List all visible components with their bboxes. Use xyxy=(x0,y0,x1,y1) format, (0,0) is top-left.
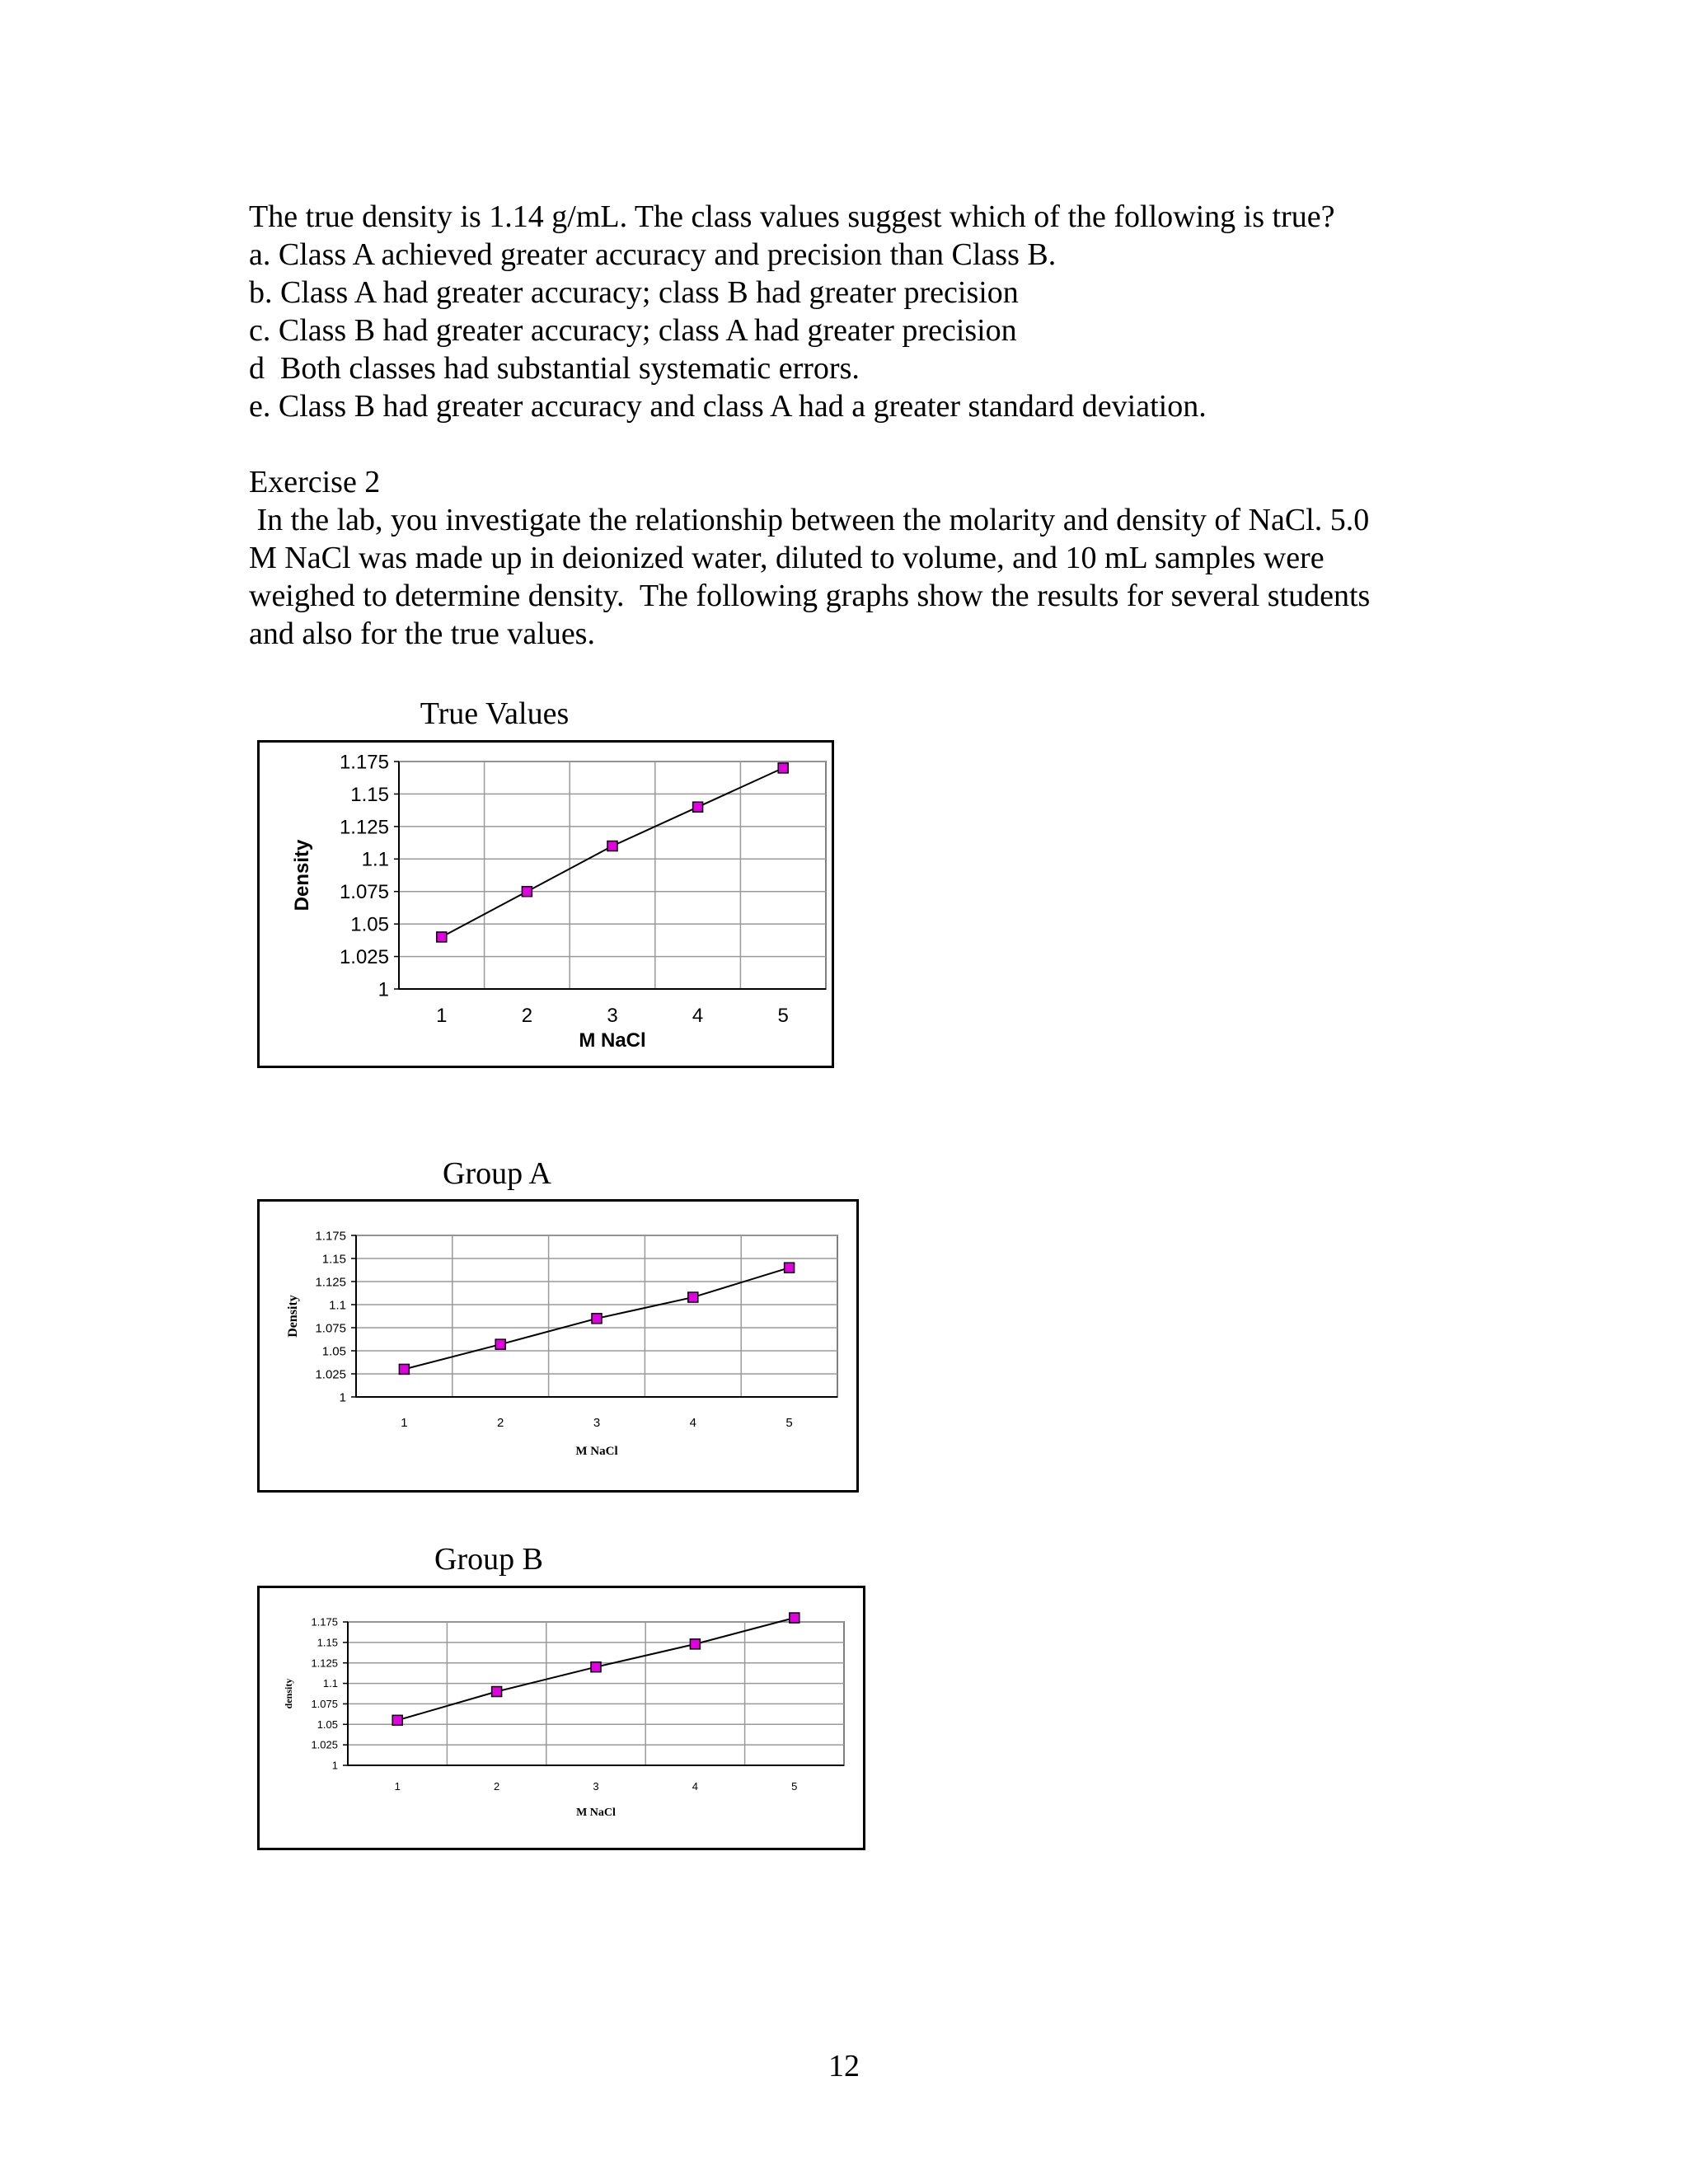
y-tick-label: 1.025 xyxy=(339,945,389,968)
data-point-marker xyxy=(607,841,617,851)
y-tick-label: 1.125 xyxy=(315,1275,346,1290)
exercise-paragraph-line: and also for the true values. xyxy=(249,616,595,651)
data-point-marker xyxy=(437,932,447,942)
x-tick-label: 2 xyxy=(497,1416,504,1430)
exercise-paragraph-line: In the lab, you investigate the relationship between the molarity and density of NaCl. 5.0 xyxy=(249,503,1370,537)
question-stem: The true density is 1.14 g/mL. The class values suggest which of the following is true? xyxy=(249,199,1335,234)
exercise-heading: Exercise 2 xyxy=(249,465,381,499)
data-point-marker xyxy=(399,1364,409,1374)
y-tick-label: 1.025 xyxy=(311,1738,338,1751)
data-point-marker xyxy=(592,1314,602,1324)
exercise-paragraph-line: weighed to determine density. The following graphs show the results for several students xyxy=(249,579,1371,613)
y-tick-label: 1 xyxy=(339,1390,346,1405)
x-tick-label: 5 xyxy=(785,1416,793,1430)
x-tick-label: 2 xyxy=(521,1005,533,1027)
option-e: e. Class B had greater accuracy and class A had a greater standard deviation. xyxy=(249,389,1207,424)
data-point-marker xyxy=(690,1639,700,1649)
plot-area xyxy=(348,1622,844,1765)
y-tick-label: 1.175 xyxy=(315,1229,346,1244)
data-point-marker xyxy=(495,1339,505,1349)
data-point-marker xyxy=(522,887,532,897)
x-tick-label: 1 xyxy=(401,1416,408,1430)
x-tick-label: 1 xyxy=(394,1780,401,1793)
y-tick-label: 1.1 xyxy=(329,1298,346,1313)
data-point-marker xyxy=(591,1662,601,1672)
page-number: 12 xyxy=(828,2049,860,2083)
x-tick-label: 1 xyxy=(436,1005,448,1027)
chart-title-group-b: Group B xyxy=(434,1542,543,1577)
y-tick-label: 1.15 xyxy=(316,1636,338,1649)
y-tick-label: 1.075 xyxy=(315,1321,346,1336)
y-tick-label: 1 xyxy=(377,978,389,1001)
exercise-paragraph-line: M NaCl was made up in deionized water, diluted to volume, and 10 mL samples were xyxy=(249,541,1325,575)
y-tick-label: 1.15 xyxy=(321,1252,346,1267)
y-tick-label: 1.1 xyxy=(361,848,389,871)
y-tick-label: 1.05 xyxy=(321,1344,346,1359)
y-tick-label: 1.175 xyxy=(311,1615,338,1629)
option-c: c. Class B had greater accuracy; class A had greater precision xyxy=(249,313,1017,348)
data-point-marker xyxy=(778,763,788,773)
data-point-marker xyxy=(688,1292,698,1302)
data-point-marker xyxy=(392,1715,402,1725)
x-axis-label: M NaCl xyxy=(575,1445,618,1458)
x-tick-label: 3 xyxy=(607,1005,618,1027)
y-axis-label: density xyxy=(283,1678,294,1709)
option-a: a. Class A achieved greater accuracy and precision than Class B. xyxy=(249,237,1057,272)
x-axis-label: M NaCl xyxy=(576,1807,616,1819)
y-tick-label: 1.15 xyxy=(350,783,389,806)
data-point-marker xyxy=(492,1687,502,1697)
x-tick-label: 3 xyxy=(593,1416,601,1430)
y-axis-label: Density xyxy=(291,839,313,912)
y-tick-label: 1.125 xyxy=(311,1657,338,1670)
option-b: b. Class A had greater accuracy; class B had greater precision xyxy=(249,275,1019,310)
y-tick-label: 1.075 xyxy=(311,1697,338,1710)
y-tick-label: 1.125 xyxy=(339,816,389,839)
y-tick-label: 1.1 xyxy=(322,1677,338,1690)
chart-title-group-a: Group A xyxy=(443,1156,551,1191)
document-body xyxy=(249,198,1469,653)
x-tick-label: 4 xyxy=(689,1416,696,1430)
data-point-marker xyxy=(790,1613,799,1623)
plot-area xyxy=(399,762,826,989)
y-axis-label: Density xyxy=(286,1295,300,1338)
chart-group-b xyxy=(257,1586,865,1850)
x-axis-label: M NaCl xyxy=(579,1029,646,1052)
x-tick-label: 4 xyxy=(692,1005,704,1027)
x-tick-label: 3 xyxy=(593,1780,599,1793)
data-point-marker xyxy=(785,1263,795,1272)
x-tick-label: 2 xyxy=(493,1780,500,1793)
chart-true-values xyxy=(257,740,834,1068)
data-point-marker xyxy=(693,802,703,812)
chart-group-a xyxy=(257,1199,859,1493)
y-tick-label: 1.175 xyxy=(339,751,389,774)
chart-title-true-values: True Values xyxy=(420,696,570,731)
option-d: d Both classes had substantial systematic errors. xyxy=(249,351,860,386)
x-tick-label: 5 xyxy=(791,1780,798,1793)
y-tick-label: 1 xyxy=(331,1759,338,1772)
y-tick-label: 1.075 xyxy=(339,881,389,904)
y-tick-label: 1.05 xyxy=(350,913,389,936)
x-tick-label: 4 xyxy=(692,1780,699,1793)
y-tick-label: 1.025 xyxy=(315,1367,346,1382)
y-tick-label: 1.05 xyxy=(316,1718,338,1731)
x-tick-label: 5 xyxy=(777,1005,789,1027)
